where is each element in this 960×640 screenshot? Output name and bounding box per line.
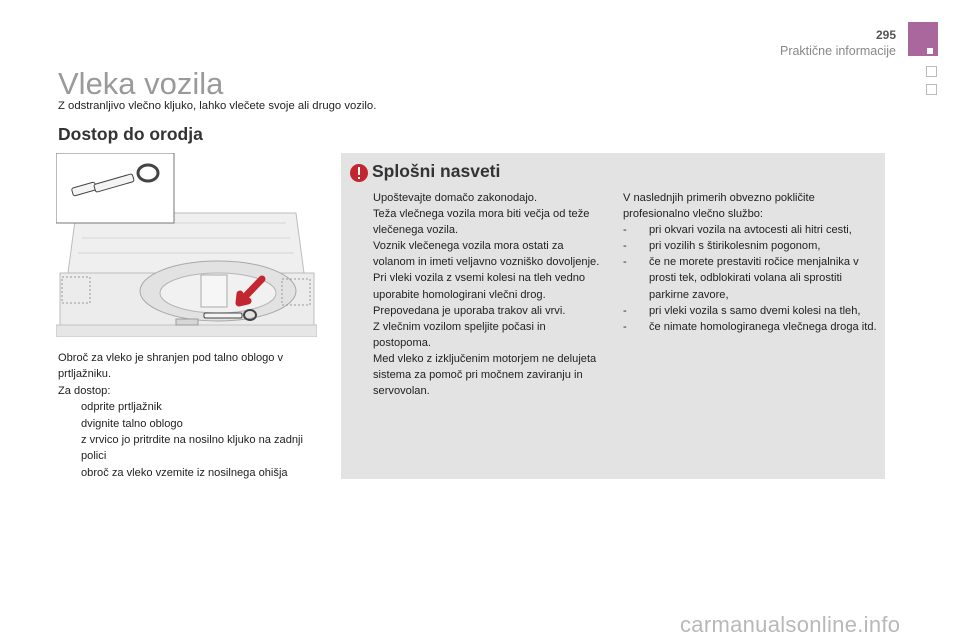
bullet-icon [58,416,81,432]
page-number: 295 [875,28,896,42]
intro-text: Z odstranljivo vlečno kljuko, lahko vlečete svoje ali drugo vozilo. [58,100,377,112]
list-item: - če nimate homologiranega vlečnega droga itd. [623,320,877,333]
bullet-icon [58,465,81,481]
storage-paragraph: Obroč za vleko je shranjen pod talno oblogo v prtljažniku. [58,352,284,381]
chapter-tab[interactable] [926,66,937,77]
page-title: Vleka vozila [58,66,224,101]
chapter-tab[interactable] [926,84,937,95]
access-label: Za dostop: [58,384,111,397]
tools-access-text [58,350,320,481]
list-item: z vrvico jo pritrdite na nosilno kljuko na zadnji polici [58,432,320,465]
watermark-text: carmanualsonline.info [680,612,901,637]
list-item: odprite prtljažnik [58,399,320,415]
list-item: - če ne morete prestaviti ročice menjalnika v prosti tek, odblokirati volana ali sprostiti parkirne zavore, [623,256,859,301]
advice-right-intro: V naslednjih primerih obvezno pokličite profesionalno vlečno službo: [623,192,815,221]
list-item: dvignite talno oblogo [58,416,320,432]
list-item: - pri vleki vozila s samo dvemi kolesi na tleh, [623,304,861,317]
advice-right-text [623,190,881,335]
bullet-icon [58,399,81,415]
section-subtitle: Dostop do orodja [58,124,203,144]
advice-title: Splošni nasveti [372,161,501,181]
chapter-tab-active[interactable] [908,22,938,56]
list-item: obroč za vleko vzemite iz nosilnega ohišja [58,465,320,481]
advice-left-text: Upoštevajte domačo zakonodajo. Teža vlečnega vozila mora biti večja od teže vlečenega vozila. Voznik vlečenega vozila mora ostati za volanom in imeti veljavno vozniško dovoljenje. Pri vleki vozila z vsemi kolesi na tleh vedno uporabite homologirani vlečni drog. Prepovedana je uporaba trakov ali vrvi. Z vlečnim vozilom speljite počasi in postopoma. Med vleko z izključenim motorjem ne delujeta sistema za pomoč pri močnem zaviranju in servovolan. [373,192,600,398]
bullet-icon [58,432,81,465]
section-label: Praktične informacije [779,44,896,58]
trunk-illustration [56,153,317,337]
list-item: - pri okvari vozila na avtocesti ali hitri cesti, [623,224,852,237]
chapter-tab-icon [927,48,933,54]
warning-icon [350,164,368,182]
list-item: - pri vozilih s štirikolesnim pogonom, [623,240,821,253]
